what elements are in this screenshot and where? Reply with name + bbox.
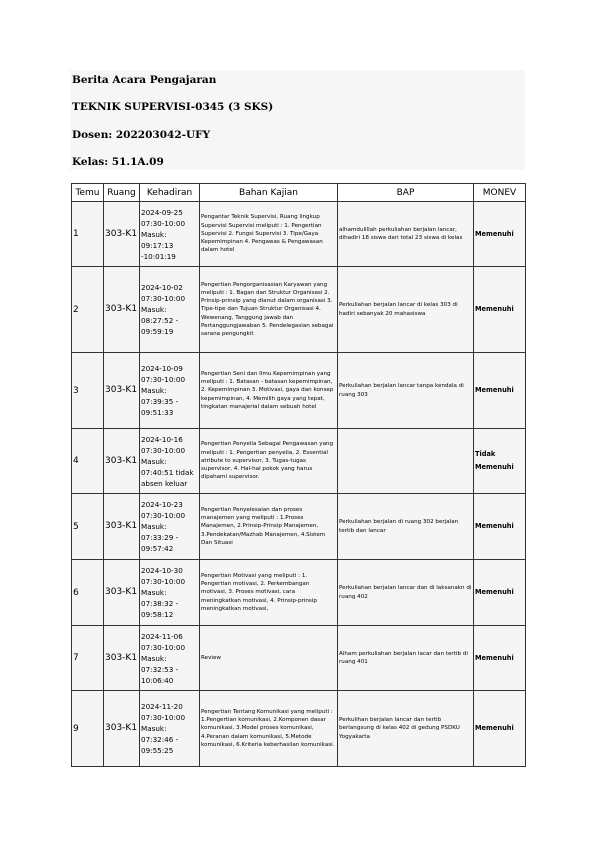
column-header-monev: MONEV <box>474 184 526 202</box>
cell-monev: Memenuhi <box>474 626 526 691</box>
cell-monev: Memenuhi <box>474 202 526 267</box>
attendance-checkin: Masuk: 07:40:51 tidak absen keluar <box>141 456 194 488</box>
cell-ruang: 303-K1 <box>104 429 140 494</box>
table-row <box>72 202 526 267</box>
cell-bahan-kajian: Pengertian Pengorganisasian Karyawan yang meliputi : 1. Bagan dan Struktur Organisasi 2. Prinsip-prinsip yang dianut dalam organisasi 3. Tipe-tipe dan Tujuan Struktur Organisasi 4. Wewenang, Tanggung jawab dan Pertanggungjawaban 5. Pendelegasian sebagai sarana pengungkit <box>200 267 338 353</box>
document-title: Berita Acara Pengajaran <box>72 74 217 86</box>
cell-bap: alhamdulillah perkuliahan berjalan lancar, dihadiri 18 siswa dari total 23 siswa di kelas <box>338 202 474 267</box>
attendance-date: 2024-10-23 <box>141 500 183 509</box>
course-name: TEKNIK SUPERVISI-0345 (3 SKS) <box>72 101 274 113</box>
attendance-schedule: 07:30-10:00 <box>141 577 186 586</box>
attendance-schedule: 07:30-10:00 <box>141 511 186 520</box>
cell-kehadiran <box>140 353 200 429</box>
attendance-checkin: Masuk: 07:33:29 - 09:57:42 <box>141 522 179 553</box>
cell-monev: Memenuhi <box>474 691 526 767</box>
attendance-schedule: 07:30-10:00 <box>141 445 186 455</box>
cell-temu: 3 <box>72 353 104 429</box>
cell-kehadiran <box>140 560 200 626</box>
attendance-checkin: Masuk: 09:17:13 -10:01:19 <box>141 229 176 261</box>
cell-kehadiran <box>140 626 200 691</box>
cell-kehadiran <box>140 691 200 767</box>
cell-bahan-kajian: Pengertian Tentang Komunikasi yang meliputi : 1.Pengertian komunikasi, 2.Komponen dasar komunikasi, 3.Model proses komunikasi, 4.Peranan dalam komunikasi, 5.Metode komunikasi, 6.Kriteria keberhasilan komunikasi. <box>200 691 338 767</box>
cell-ruang: 303-K1 <box>104 494 140 560</box>
cell-monev: Tidak Memenuhi <box>474 429 526 494</box>
cell-ruang: 303-K1 <box>104 560 140 626</box>
table-row <box>72 560 526 626</box>
cell-bap: Perkuliahan berjalan lancar dan di laksanakn di ruang 402 <box>338 560 474 626</box>
cell-monev: Memenuhi <box>474 560 526 626</box>
attendance-checkin: Masuk: 07:32:46 - 09:55:25 <box>141 724 179 755</box>
cell-temu: 2 <box>72 267 104 353</box>
cell-bap: Perkulihan berjalan lancar dan tertib berlangsung di kelas 402 di gedung PSDKU Yogyakarta <box>338 691 474 767</box>
cell-bahan-kajian: Pengertian Penyelia Sebagai Pengawasan yang meliputi : 1. Pengertian penyelia, 2. Essential atribute to supervisor, 3. Tugas-tugas supervisor, 4. Hal-hal pokok yang harus dipahami supervisor. <box>200 429 338 494</box>
column-header-ruang: Ruang <box>104 184 140 202</box>
cell-temu: 1 <box>72 202 104 267</box>
attendance-schedule: 07:30-10:00 <box>141 713 186 722</box>
cell-ruang: 303-K1 <box>104 267 140 353</box>
cell-bahan-kajian: Review <box>200 626 338 691</box>
table-row <box>72 267 526 353</box>
cell-bahan-kajian: Pengertian Seni dan Ilmu Kepemimpinan yang meliputi : 1. Batasan - batasan kepemimpinan, 2. Kepemimpinan 3. Motivasi, gaya dan konsep kepemimpinan, 4. Memilih gaya yang tepat, tingkatan manajerial dalam sebuah hotel <box>200 353 338 429</box>
column-header-bahan-kajian: Bahan Kajian <box>200 184 338 202</box>
cell-kehadiran <box>140 267 200 353</box>
cell-bahan-kajian: Pengertian Penyelesaian dan proses manajemen yang meliputi : 1.Proses Manajemen, 2.Prinsip-Prinsip Manajemen, 3.Pendekatan/Mazhab Manajemen, 4.Sistem Dan Situasi <box>200 494 338 560</box>
attendance-schedule: 07:30-10:00 <box>141 294 186 303</box>
table-row <box>72 429 526 494</box>
attendance-date: 2024-10-16 <box>141 434 183 444</box>
teaching-report-table <box>71 183 526 767</box>
attendance-checkin: Masuk: 07:32:53 - 10:06:40 <box>141 653 179 685</box>
cell-bahan-kajian: Pengertian Motivasi yang meliputi : 1. Pengertian motivasi, 2. Perkembangan motivasi, 3. Proses motivasi, cara meningkatkan motivasi, 4. Prinsip-prinsip meningkatkan motivasi, <box>200 560 338 626</box>
attendance-checkin: Masuk: 07:39:35 - 09:51:33 <box>141 386 179 417</box>
attendance-date: 2024-10-30 <box>141 566 183 575</box>
column-header-temu: Temu <box>72 184 104 202</box>
cell-ruang: 303-K1 <box>104 626 140 691</box>
column-header-kehadiran: Kehadiran <box>140 184 200 202</box>
cell-bap <box>338 429 474 494</box>
cell-bahan-kajian: Pengantar Teknik Supervisi, Ruang lingkup Supervisi Supervisi meliputi : 1. Pengertian Supervisi 2. Fungsi Supervisi 3. Tipe/Gaya Kepemimpinan 4. Pengawas & Pengawasan dalam hotel <box>200 202 338 267</box>
cell-ruang: 303-K1 <box>104 202 140 267</box>
cell-temu: 9 <box>72 691 104 767</box>
cell-temu: 5 <box>72 494 104 560</box>
attendance-schedule: 07:30-10:00 <box>141 375 186 384</box>
cell-bap: Perkuliahan berjalan lancar tanpa kendala di ruang 303 <box>338 353 474 429</box>
table-row <box>72 691 526 767</box>
table-row <box>72 626 526 691</box>
cell-ruang: 303-K1 <box>104 353 140 429</box>
column-header-bap: BAP <box>338 184 474 202</box>
cell-bap: Alham perkuliahan berjalan lacar dan tertib di ruang 401 <box>338 626 474 691</box>
attendance-date: 2024-11-20 <box>141 702 183 711</box>
cell-bap: Perkuliahan berjalan di ruang 302 berjalan tertib dan lancar <box>338 494 474 560</box>
table-row <box>72 353 526 429</box>
cell-temu: 6 <box>72 560 104 626</box>
lecturer-id: Dosen: 202203042-UFY <box>72 129 211 141</box>
table-row <box>72 494 526 560</box>
cell-bap: Perkuliahan berjalan lancar di kelas 303 di hadiri sebanyak 20 mahasiswa <box>338 267 474 353</box>
attendance-date: 2024-11-06 <box>141 631 183 641</box>
cell-ruang: 303-K1 <box>104 691 140 767</box>
cell-monev: Memenuhi <box>474 353 526 429</box>
attendance-date: 2024-10-02 <box>141 283 183 292</box>
attendance-date: 2024-10-09 <box>141 364 183 373</box>
attendance-checkin: Masuk: 07:38:32 - 09:58:12 <box>141 588 179 619</box>
cell-kehadiran <box>140 494 200 560</box>
cell-temu: 4 <box>72 429 104 494</box>
attendance-date: 2024-09-25 <box>141 207 183 217</box>
document-header <box>70 70 525 170</box>
cell-monev: Memenuhi <box>474 267 526 353</box>
class-name: Kelas: 51.1A.09 <box>72 156 164 168</box>
cell-monev: Memenuhi <box>474 494 526 560</box>
table-header-row <box>72 184 526 202</box>
attendance-schedule: 07:30-10:00 <box>141 642 186 652</box>
attendance-schedule: 07:30-10:00 <box>141 218 186 228</box>
attendance-checkin: Masuk: 08:27:52 - 09:59:19 <box>141 305 179 336</box>
cell-kehadiran <box>140 429 200 494</box>
cell-temu: 7 <box>72 626 104 691</box>
cell-kehadiran <box>140 202 200 267</box>
